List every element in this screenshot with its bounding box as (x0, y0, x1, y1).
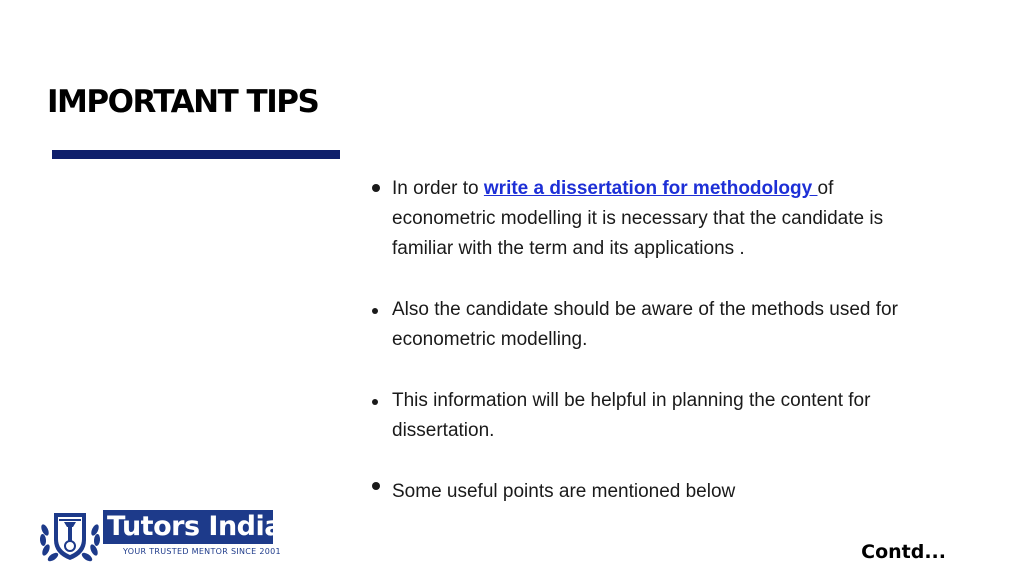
continued-label: Contd... (861, 541, 946, 563)
bullet-item-2 (370, 295, 940, 355)
bullet-item-1 (370, 174, 940, 264)
bullet-text: Some useful points are mentioned below (392, 481, 736, 502)
bullet-item-3 (370, 386, 940, 446)
bullet-text-after-link: of econometric modelling it is necessary that the candidate is familiar with the term and its applications . (392, 178, 884, 259)
dissertation-methodology-link[interactable]: write a dissertation for methodology (483, 178, 818, 199)
bullet-text: Also the candidate should be aware of the methods used for econometric modelling. (392, 299, 898, 350)
bullet-text-before-link: In order to (392, 178, 484, 199)
bullet-dot-icon (372, 482, 380, 490)
bullet-item-4 (370, 477, 940, 507)
title-underline (52, 150, 340, 159)
logo-tagline: YOUR TRUSTED MENTOR SINCE 2001 (123, 547, 281, 556)
slide-title: IMPORTANT TIPS (47, 84, 319, 120)
laurel-shield-icon (37, 508, 103, 564)
tutors-india-logo (37, 508, 282, 564)
bullet-text: This information will be helpful in planning the content for dissertation. (392, 390, 871, 441)
bullet-list (370, 174, 940, 538)
logo-name: Tutors India (107, 511, 282, 542)
bullet-dot-icon (372, 399, 378, 405)
bullet-dot-icon (372, 308, 378, 314)
bullet-dot-icon (372, 184, 380, 192)
